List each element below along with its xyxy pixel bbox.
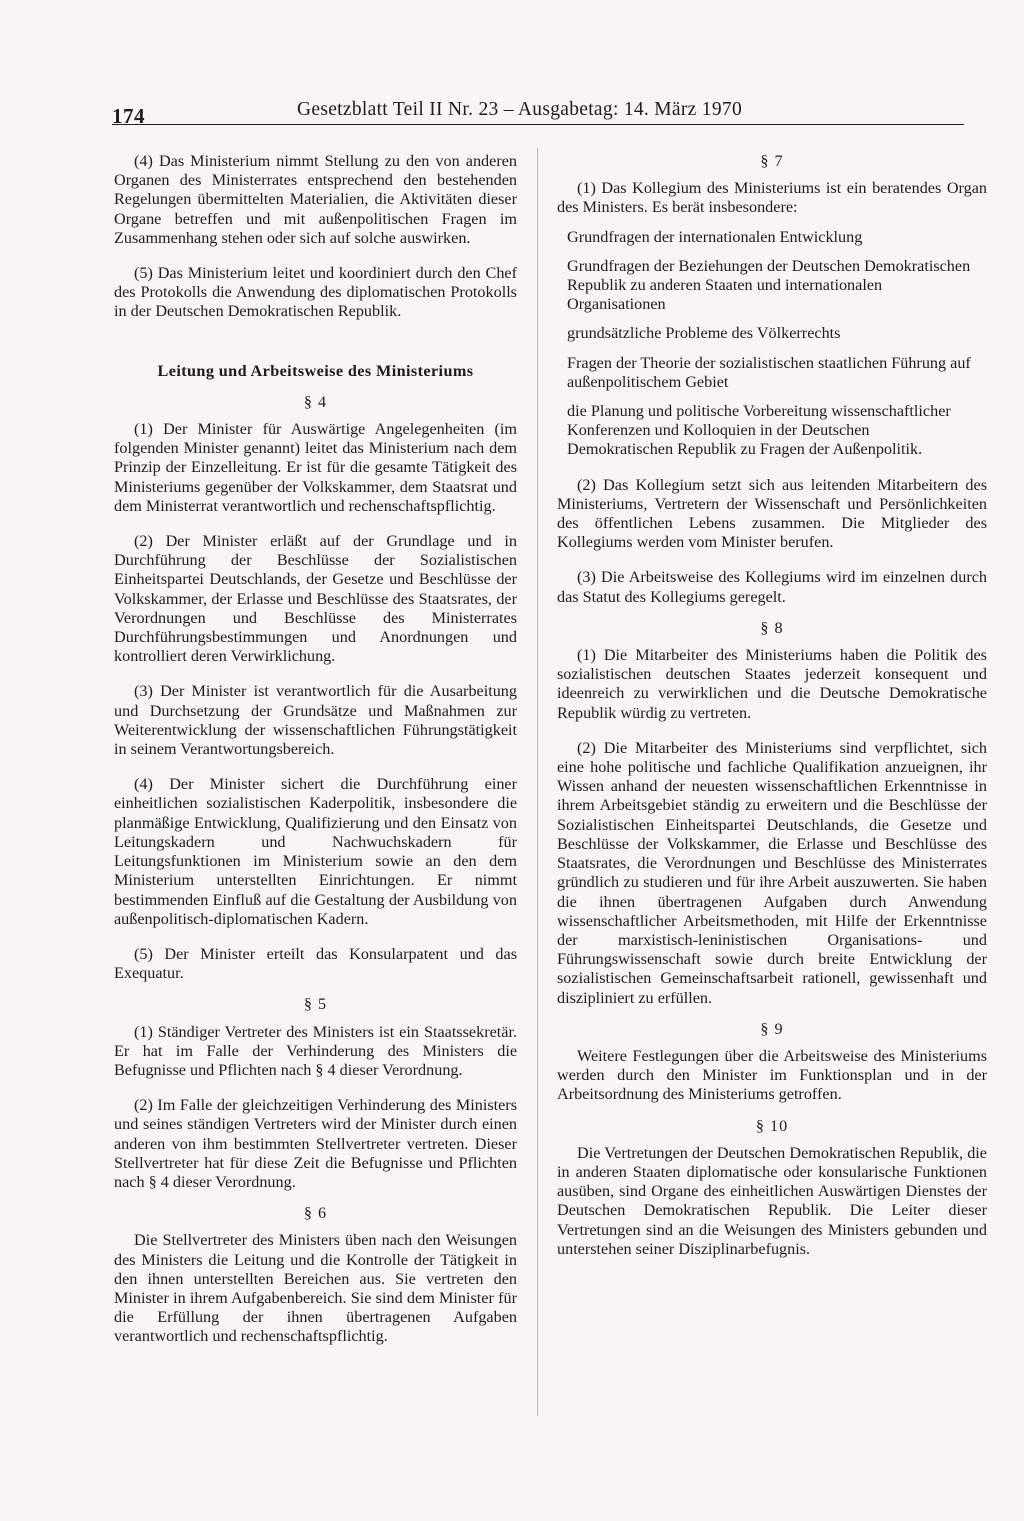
- paragraph: (2) Im Falle der gleichzeitigen Verhinderung des Ministers und seines ständigen Vertreters wird der Minister durch einen anderen von ihm bestimmten Stellvertreter vertreten. Dieser Stellvertreter hat für diese Zeit die Befugnisse und Pflichten nach § 4 dieser Verordnung.: [114, 1096, 517, 1191]
- header-rule: [112, 124, 964, 125]
- list-item: Fragen der Theorie der sozialistischen staatlichen Führung auf außenpolitischem Gebiet: [567, 353, 971, 391]
- section-title: § 7: [760, 152, 784, 170]
- chapter-heading: Leitung und Arbeitsweise des Ministeriums: [157, 361, 474, 380]
- paragraph: (2) Das Kollegium setzt sich aus leitenden Mitarbeitern des Ministeriums, Vertretern der Wissenschaft und Persönlichkeiten des öffentlichen Lebens zusammen. Die Mitglieder des Kollegiums werden vom Minister berufen.: [557, 475, 987, 552]
- paragraph: (2) Die Mitarbeiter des Ministeriums sind verpflichtet, sich eine hohe politische und fachliche Qualifikation anzueignen, ihr Wissen anhand der neuesten wissenschaftlichen Erkenntnisse in ihrem Arbeitsgebiet ständig zu erweitern und die Beschlüsse der Sozialistischen Einheitspartei Deutschlands, die Gesetze und Beschlüsse der Volkskammer, die Erlasse und Beschlüsse des Staatsrates, die Verordnungen und Beschlüsse des Ministerrates gründlich zu studieren und für ihre Arbeit auszuwerten. Sie haben die ihnen übertragenen Aufgaben durch Anwendung wissenschaftlicher Arbeitsmethoden, mit Hilfe der Erkenntnisse der marxistisch-leninistischen Organisations- und Führungswissenschaft sowie durch breite Entwicklung der sozialistischen Gemeinschaftsarbeit rationell, gewissenhaft und diszipliniert zu erfüllen.: [557, 738, 987, 1007]
- paragraph: Die Vertretungen der Deutschen Demokratischen Republik, die in anderen Staaten diplomatische oder konsularische Funktionen ausüben, sind Organe des einheitlichen Auswärtigen Dienstes der Deutschen Demokratischen Republik. Die Leiter dieser Vertretungen sind an die Weisungen des Ministers gebunden und unterstehen seiner Disziplinarbefugnis.: [557, 1143, 987, 1258]
- section-title: § 8: [760, 618, 784, 637]
- masthead-title: Gesetzblatt Teil II Nr. 23 – Ausgabetag: 14. März 1970: [297, 99, 742, 120]
- paragraph: (1) Ständiger Vertreter des Ministers ist ein Staatssekretär. Er hat im Falle der Verhinderung des Ministers die Befugnisse und Pflichten nach § 4 dieser Verordnung.: [114, 1022, 517, 1079]
- paragraph: (4) Der Minister sichert die Durchführung einer einheitlichen sozialistischen Kaderpolitik, insbesondere die planmäßige Entwicklung, Qualifizierung und den Einsatz von Leitungskadern und Nachwuchskadern für Leitungsfunktionen im Ministerium sowie an den dem Ministerium unterstellten Einrichtungen. Er nimmt bestimmenden Einfluß auf die Gestaltung der Ausbildung von außenpolitisch-diplomatischen Kadern.: [114, 775, 517, 928]
- section-title: § 10: [755, 1116, 789, 1135]
- list-item: grundsätzliche Probleme des Völkerrechts: [567, 324, 841, 343]
- section-title: § 4: [303, 392, 328, 411]
- column-divider: [537, 148, 538, 1416]
- paragraph: (1) Der Minister für Auswärtige Angelegenheiten (im folgenden Minister genannt) leitet das Ministerium nach dem Prinzip der Einzelleitung. Er ist für die gesamte Tätigkeit des Ministeriums gegenüber der Volkskammer, dem Staatsrat und dem Ministerrat verantwortlich und rechenschaftspflichtig.: [114, 420, 517, 515]
- left-column: [114, 152, 517, 1347]
- list-item: Grundfragen der internationalen Entwicklung: [567, 227, 863, 246]
- list-item: Grundfragen der Beziehungen der Deutschen Demokratischen Republik zu anderen Staaten und internationalen Organisationen: [567, 256, 971, 314]
- paragraph: (2) Der Minister erläßt auf der Grundlage und in Durchführung der Beschlüsse der Sozialistischen Einheitspartei Deutschlands, der Gesetze und Beschlüsse der Volkskammer, der Erlasse und Beschlüsse des Staatsrates, der Verordnungen und Beschlüsse des Ministerrates Durchführungsbestimmungen und Anordnungen und kontrolliert deren Verwirklichung.: [114, 532, 517, 666]
- right-column: [557, 152, 987, 1259]
- section-title: § 9: [760, 1019, 784, 1038]
- paragraph: (1) Die Mitarbeiter des Ministeriums haben die Politik des sozialistischen deutschen Staates jederzeit konsequent und ideenreich zu verwirklichen und die Deutsche Demokratische Republik würdig zu vertreten.: [557, 646, 987, 722]
- paragraph: (3) Die Arbeitsweise des Kollegiums wird im einzelnen durch das Statut des Kollegiums geregelt.: [557, 568, 987, 606]
- paragraph: (1) Das Kollegium des Ministeriums ist ein beratendes Organ des Ministers. Es berät insbesondere:: [557, 179, 987, 217]
- section-title: § 6: [303, 1204, 328, 1223]
- list-item: die Planung und politische Vorbereitung wissenschaftlicher Konferenzen und Kolloquien in der Deutschen Demokratischen Republik zu Fragen der Außenpolitik.: [567, 402, 951, 459]
- paragraph: (4) Das Ministerium nimmt Stellung zu den von anderen Organen des Ministerrates entsprechend den bestehenden Regelungen übermittelten Materialien, die Aktivitäten dieser Organe betreffen und mit außenpolitischen Fragen im Zusammenhang stehen oder sich auf solche auswirken.: [114, 152, 517, 247]
- paragraph: (5) Das Ministerium leitet und koordiniert durch den Chef des Protokolls die Anwendung des diplomatischen Protokolls in der Deutschen Demokratischen Republik.: [114, 264, 517, 321]
- paragraph: Die Stellvertreter des Ministers üben nach den Weisungen des Ministers die Leitung und die Kontrolle der Tätigkeit in den ihnen unterstellten Bereichen aus. Sie vertreten den Minister in ihrem Aufgabenbereich. Sie sind dem Minister für die Erfüllung der ihnen übertragenen Aufgaben verantwortlich und rechenschaftspflichtig.: [114, 1231, 517, 1346]
- paragraph: (5) Der Minister erteilt das Konsularpatent und das Exequatur.: [114, 944, 517, 983]
- paragraph: Weitere Festlegungen über die Arbeitsweise des Ministeriums werden durch den Minister im Funktionsplan und in der Arbeitsordnung des Ministeriums getroffen.: [557, 1046, 987, 1104]
- paragraph: (3) Der Minister ist verantwortlich für die Ausarbeitung und Durchsetzung der Grundsätze und Maßnahmen zur Weiterentwicklung der wissenschaftlichen Führungstätigkeit in seinem Verantwortungsbereich.: [114, 682, 517, 759]
- page-header: [112, 96, 964, 126]
- section-title: § 5: [303, 995, 328, 1014]
- page-number: 174: [112, 104, 145, 128]
